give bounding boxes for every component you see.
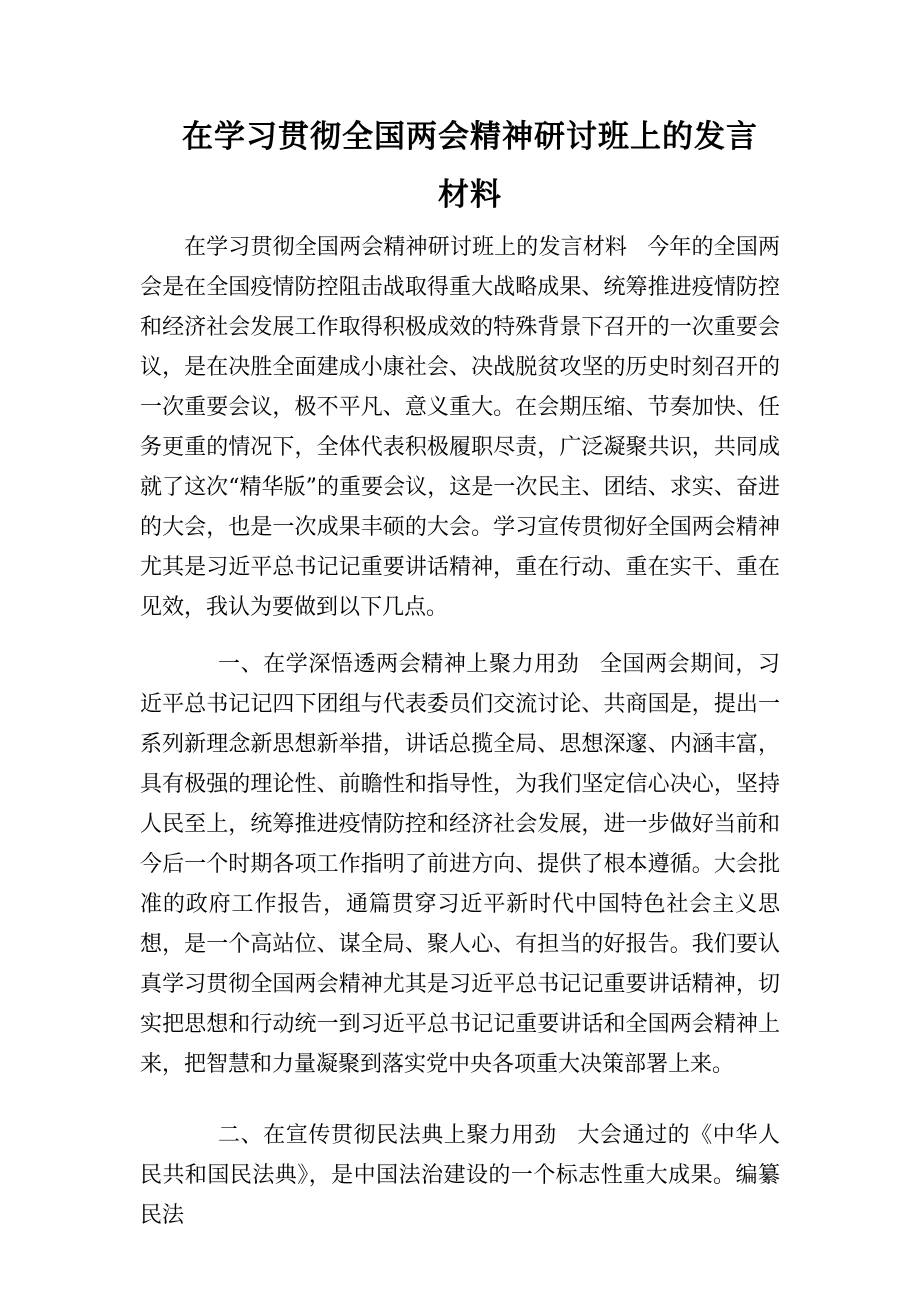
section-heading: 二、在宣传贯彻民法典上聚力用劲 bbox=[218, 1123, 557, 1148]
paragraph-lead: 在学习贯彻全国两会精神研讨班上的发言材料 bbox=[184, 235, 628, 260]
document-title bbox=[150, 108, 790, 224]
paragraph-section-2 bbox=[140, 1116, 780, 1236]
paragraph-body: 全国两会期间，习近平总书记记四下团组与代表委员们交流讨论、共商国是，提出一系列新理念新思想新举措，讲话总揽全局、思想深邃、内涵丰富，具有极强的理论性、前瞻性和指导性，为我们坚定信心决心，坚持人民至上，统筹推进疫情防控和经济社会发展，进一步做好当前和今后一个时期各项工作指明了前进方向、提供了根本遵循。大会批准的政府工作报告，通篇贯穿习近平新时代中国特色社会主义思想，是一个高站位、谋全局、聚人心、有担当的好报告。我们要认真学习贯彻全国两会精神尤其是习近平总书记记重要讲话精神，切实把思想和行动统一到习近平总书记记重要讲话和全国两会精神上来，把智慧和力量凝聚到落实党中央各项重大决策部署上来。 bbox=[140, 652, 780, 1077]
paragraph-body: 今年的全国两会是在全国疫情防控阻击战取得重大战略成果、统筹推进疫情防控和经济社会发展工作取得积极成效的特殊背景下召开的一次重要会议，是在决胜全面建成小康社会、决战脱贫攻坚的历史时刻召开的一次重要会议，极不平凡、意义重大。在会期压缩、节奏加快、任务更重的情况下，全体代表积极履职尽责，广泛凝聚共识，共同成就了这次“精华版”的重要会议，这是一次民主、团结、求实、奋进的大会，也是一次成果丰硕的大会。学习宣传贯彻好全国两会精神尤其是习近平总书记记重要讲话精神，重在行动、重在实干、重在见效，我认为要做到以下几点。 bbox=[140, 235, 780, 620]
title-line-2: 材料 bbox=[438, 177, 502, 213]
title-line-1: 在学习贯彻全国两会精神研讨班上的发言 bbox=[182, 119, 758, 155]
section-heading: 一、在学深悟透两会精神上聚力用劲 bbox=[218, 652, 580, 677]
paragraph-body: 大会通过的《中华人民共和国民法典》，是中国法治建设的一个标志性重大成果。编纂民法 bbox=[140, 1123, 780, 1228]
paragraph-intro bbox=[140, 228, 780, 628]
paragraph-section-1 bbox=[140, 645, 780, 1085]
